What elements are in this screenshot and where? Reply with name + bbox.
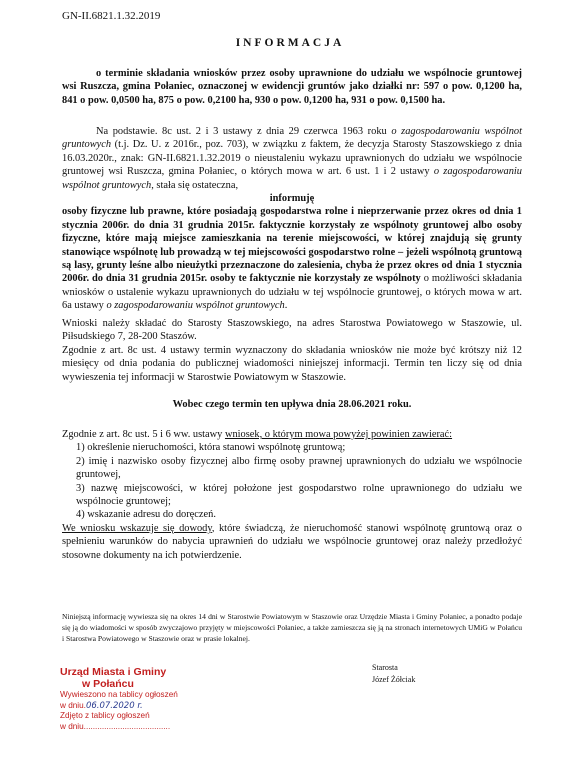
list-item: 4) wskazanie adresu do doręczeń. xyxy=(76,509,216,521)
requirements-list xyxy=(62,441,522,521)
signature-block xyxy=(372,662,415,686)
office-stamp: Urząd Miasta i Gminy w Połańcu Wywieszono na tablicy ogłoszeń w dniu.06.07.2020 r. Zdjęto z tablicy ogłoszeń w dniu...................................... xyxy=(60,666,178,731)
basis-paragraph: Na podstawie. 8c ust. 2 i 3 ustawy z dnia 29 czerwca 1963 roku o zagospodarowaniu wspólnot gruntowych (t.j. Dz. U. z 2016r., poz. 703), w związku z faktem, że decyzja Starosty Staszowskiego z dnia 16.03.2020r., znak: GN-II.6821.1.32.2019 o nieustaleniu wykazu uprawnionych do udziału we wspólnocie gruntowej wsi Ruszcza, gmina Połaniec, o których mowa w art. 6 ust. 1 i 2 ustawy o zagospodarowaniu wspólnot gruntowych, stała się ostateczna, informuję osoby fizyczne lub prawne, które posiadają gospodarstwa rolne i nieprzerwanie przez okres od dnia 1 stycznia 2006r. do dnia 31 grudnia 2015r. faktycznie korzystały ze wspólnoty gruntowej albo osoby fizyczne, które mają miejsce zamieszkania na terenie miejscowości, w której znajdują się grunty stanowiące wspólnotę lub prowadzą w tej miejscowości gospodarstwo rolne – jeżeli wspólnotą gruntową są lasy, grunty leśne albo nieużytki przeznaczone do zalesienia, chyba że przez okres od dnia 1 stycznia 2006r. do dnia 31 grudnia 2015r. osoby te faktycznie nie korzystały ze wspólnoty o możliwości składania wniosków o ustalenie wykazu uprawnionych do udziału w tej wspólnocie gruntowej, o których mowa w art. 6a ustawy o zagospodarowaniu wspólnot gruntowych. xyxy=(62,126,522,312)
contents-paragraph: Zgodnie z art. 8c ust. 5 i 6 ww. ustawy wniosek, o którym mowa powyżej powinien zawierać: 1) określenie nieruchomości, która stanowi wspólnotę gruntową; 2) imię i nazwisko osoby fizycznej albo firmę osoby prawnej uprawnionych do udziału we wspólnocie gruntowej, 3) nazwę miejscowości, w której położone jest gospodarstwo rolne uprawnionego do udziału we wspólnocie gruntowej; 4) wskazanie adresu do doręczeń. We wniosku wskazuje się dowody, które świadczą, że nieruchomość stanowi wspólnotę gruntową oraz o spełnieniu warunków do nabycia uprawnień do udziału we wspólnocie gruntowej oraz należy przedłożyć stosowne dokumenty na ich potwierdzenie. xyxy=(62,429,522,561)
signature-role: Starosta xyxy=(372,663,398,672)
deadline-line: Wobec czego termin ten upływa dnia 28.06.2021 roku. xyxy=(172,399,412,410)
reference-number: GN-II.6821.1.32.2019 xyxy=(62,10,161,22)
signature-name: Józef Żółciak xyxy=(372,675,416,684)
list-item: 1) określenie nieruchomości, która stanowi wspólnotę gruntową; xyxy=(76,442,346,454)
list-item: 3) nazwę miejscowości, w której położone jest gospodarstwo rolne uprawnionego do udziału we wspólnocie gruntowej; xyxy=(76,482,522,508)
list-item: 2) imię i nazwisko osoby fizycznej albo firmę osoby prawnej uprawnionych do udziału we wspólnocie gruntowej, xyxy=(76,455,522,481)
posting-footnote: Niniejszą informację wywiesza się na okres 14 dni w Starostwie Powiatowym w Staszowie oraz Urzędzie Miasta i Gminy Połaniec, a ponadto podaje się ją do wiadomości w sposób zwyczajowo przyjęty w miejscowości Połaniec, a także zamieszcza się ją na stronach internetowych UMiG w Połańcu i Starostwa Powiatowego w Staszowie oraz w prasie lokalnej. xyxy=(62,612,522,643)
informs-word: informuję xyxy=(269,193,315,205)
intro-paragraph: o terminie składania wniosków przez osoby uprawnione do udziału we wspólnocie gruntowej wsi Ruszcza, gmina Połaniec, oznaczonej w ewidencji gruntów jako działki nr: 597 o pow. 0,1200 ha, 841 o pow. 0,0500 ha, 875 o pow. 0,2100 ha, 930 o pow. 0,1200 ha, 931 o pow. 0,1500 ha. xyxy=(62,68,522,106)
handwritten-date: 06.07.2020 r. xyxy=(85,700,143,711)
document-title: INFORMACJA xyxy=(235,37,345,49)
term-paragraph: Zgodnie z art. 8c ust. 4 ustawy termin wyznaczony do składania wniosków nie może być krótszy niż 12 miesięcy od dnia podania do publicznej wiadomości niniejszej informacji. Termin ten liczy się od dnia wywieszenia tej informacji w Starostwie Powiatowym w Staszowie. xyxy=(62,345,522,383)
submission-paragraph: Wnioski należy składać do Starosty Staszowskiego, na adres Starostwa Powiatowego w Staszowie, ul. Piłsudskiego 7, 28-200 Staszów. xyxy=(62,318,522,343)
